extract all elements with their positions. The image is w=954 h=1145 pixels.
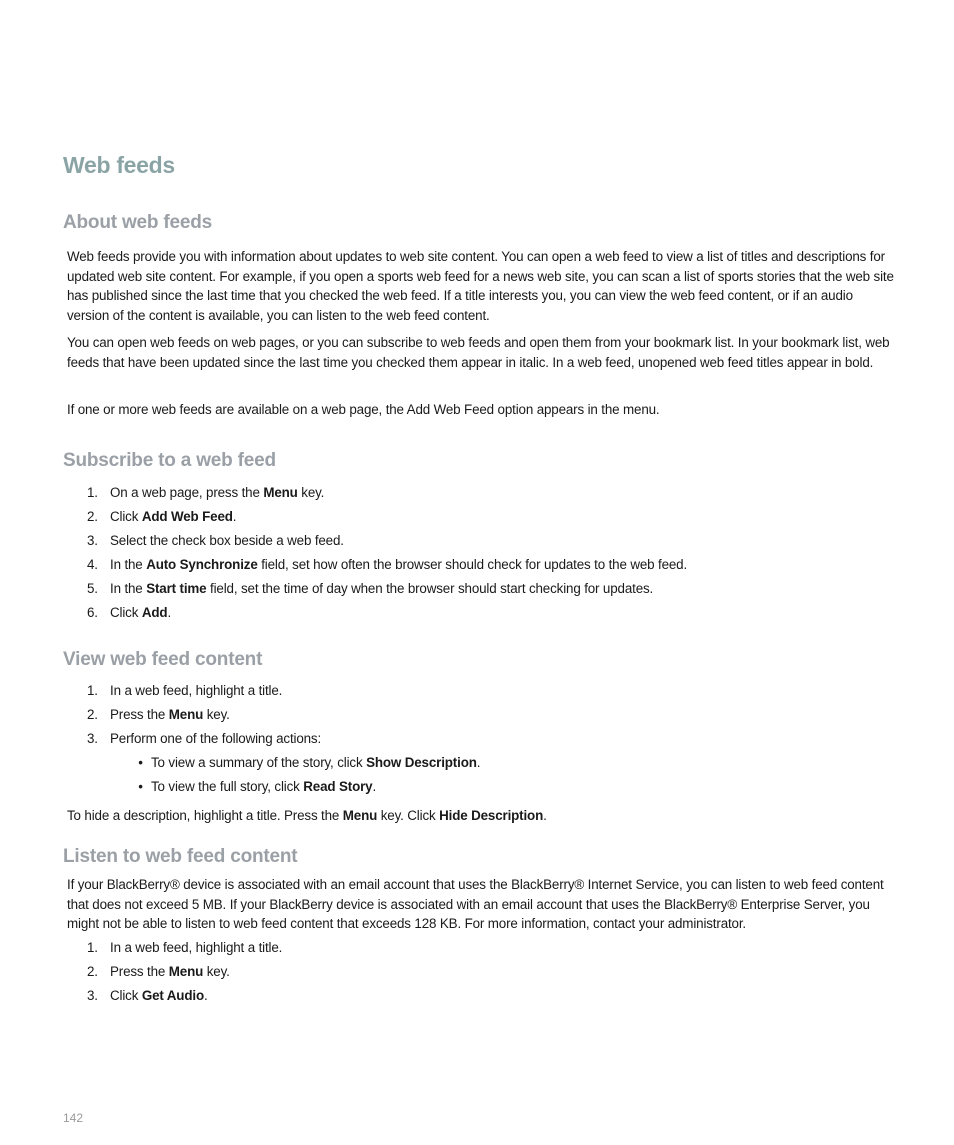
bullet-list-container	[87, 751, 480, 799]
section-title-view: View web feed content	[63, 649, 263, 670]
step-number: 1.	[87, 683, 98, 698]
step-number: 2.	[87, 707, 98, 722]
section-title-about: About web feeds	[63, 212, 213, 233]
section-title-listen: Listen to web feed content	[63, 846, 298, 867]
view-steps-list	[87, 679, 480, 799]
list-item: 2. Press the Menu key.	[87, 960, 282, 984]
list-item: 1. In a web feed, highlight a title.	[87, 679, 480, 703]
about-paragraph-2: You can open web feeds on web pages, or you can subscribe to web feeds and open them from your bookmark list. In your bookmark list, web feeds that have been updated since the last time you checked them appear in italic. In a web feed, unopened web feed titles appear in bold.	[67, 335, 890, 370]
list-item: 1. In a web feed, highlight a title.	[87, 936, 282, 960]
step-number: 4.	[87, 557, 98, 572]
step-number: 3.	[87, 731, 98, 746]
step-number: 5.	[87, 581, 98, 596]
page-number: 142	[63, 1111, 84, 1125]
about-paragraph-1: Web feeds provide you with information about updates to web site content. You can open a web feed to view a list of titles and descriptions for updated web site content. For example, if you open a sports web feed for a news web site, you can scan a list of sports stories that the web site has published since the last time that you checked the web feed. If a title interests you, you can view the web feed content, or if an audio version of the content is available, you can listen to the web feed content.	[67, 249, 894, 323]
list-item: 2. Click Add Web Feed.	[87, 505, 687, 529]
list-item: 5. In the Start time field, set the time of day when the browser should start checking for updates.	[87, 577, 687, 601]
bullet-item: • To view the full story, click Read Story.	[130, 775, 480, 799]
chapter-title: Web feeds	[63, 152, 175, 178]
list-item: 3. Perform one of the following actions:	[87, 727, 480, 751]
bullet-symbol: •	[138, 755, 143, 770]
list-item: 2. Press the Menu key.	[87, 703, 480, 727]
hide-description-note: To hide a description, highlight a title. Press the Menu key. Click Hide Description.	[67, 808, 547, 823]
list-item: 3. Click Get Audio.	[87, 984, 282, 1008]
step-number: 1.	[87, 940, 98, 955]
about-paragraph-3: If one or more web feeds are available on a web page, the Add Web Feed option appears in the menu.	[67, 402, 660, 417]
section-title-subscribe: Subscribe to a web feed	[63, 450, 276, 471]
listen-paragraph: If your BlackBerry® device is associated with an email account that uses the BlackBerry® Internet Service, you can listen to web feed content that does not exceed 5 MB. If your BlackBerry device is associated with an email account that uses the BlackBerry® Enterprise Server, you might not be able to listen to web feed content that exceeds 128 KB. For more information, contact your administrator.	[67, 877, 884, 931]
step-number: 2.	[87, 509, 98, 524]
list-item: 6. Click Add.	[87, 601, 687, 625]
step-number: 2.	[87, 964, 98, 979]
list-item: 3. Select the check box beside a web feed.	[87, 529, 687, 553]
step-number: 3.	[87, 533, 98, 548]
listen-steps-list	[87, 936, 282, 1008]
bullet-symbol: •	[138, 779, 143, 794]
step-number: 3.	[87, 988, 98, 1003]
subscribe-steps-list	[87, 481, 687, 625]
list-item: 4. In the Auto Synchronize field, set how often the browser should check for updates to the web feed.	[87, 553, 687, 577]
step-number: 1.	[87, 485, 98, 500]
bullet-item: • To view a summary of the story, click Show Description.	[130, 751, 480, 775]
step-number: 6.	[87, 605, 98, 620]
list-item: 1. On a web page, press the Menu key.	[87, 481, 687, 505]
action-bullet-list	[87, 751, 480, 799]
